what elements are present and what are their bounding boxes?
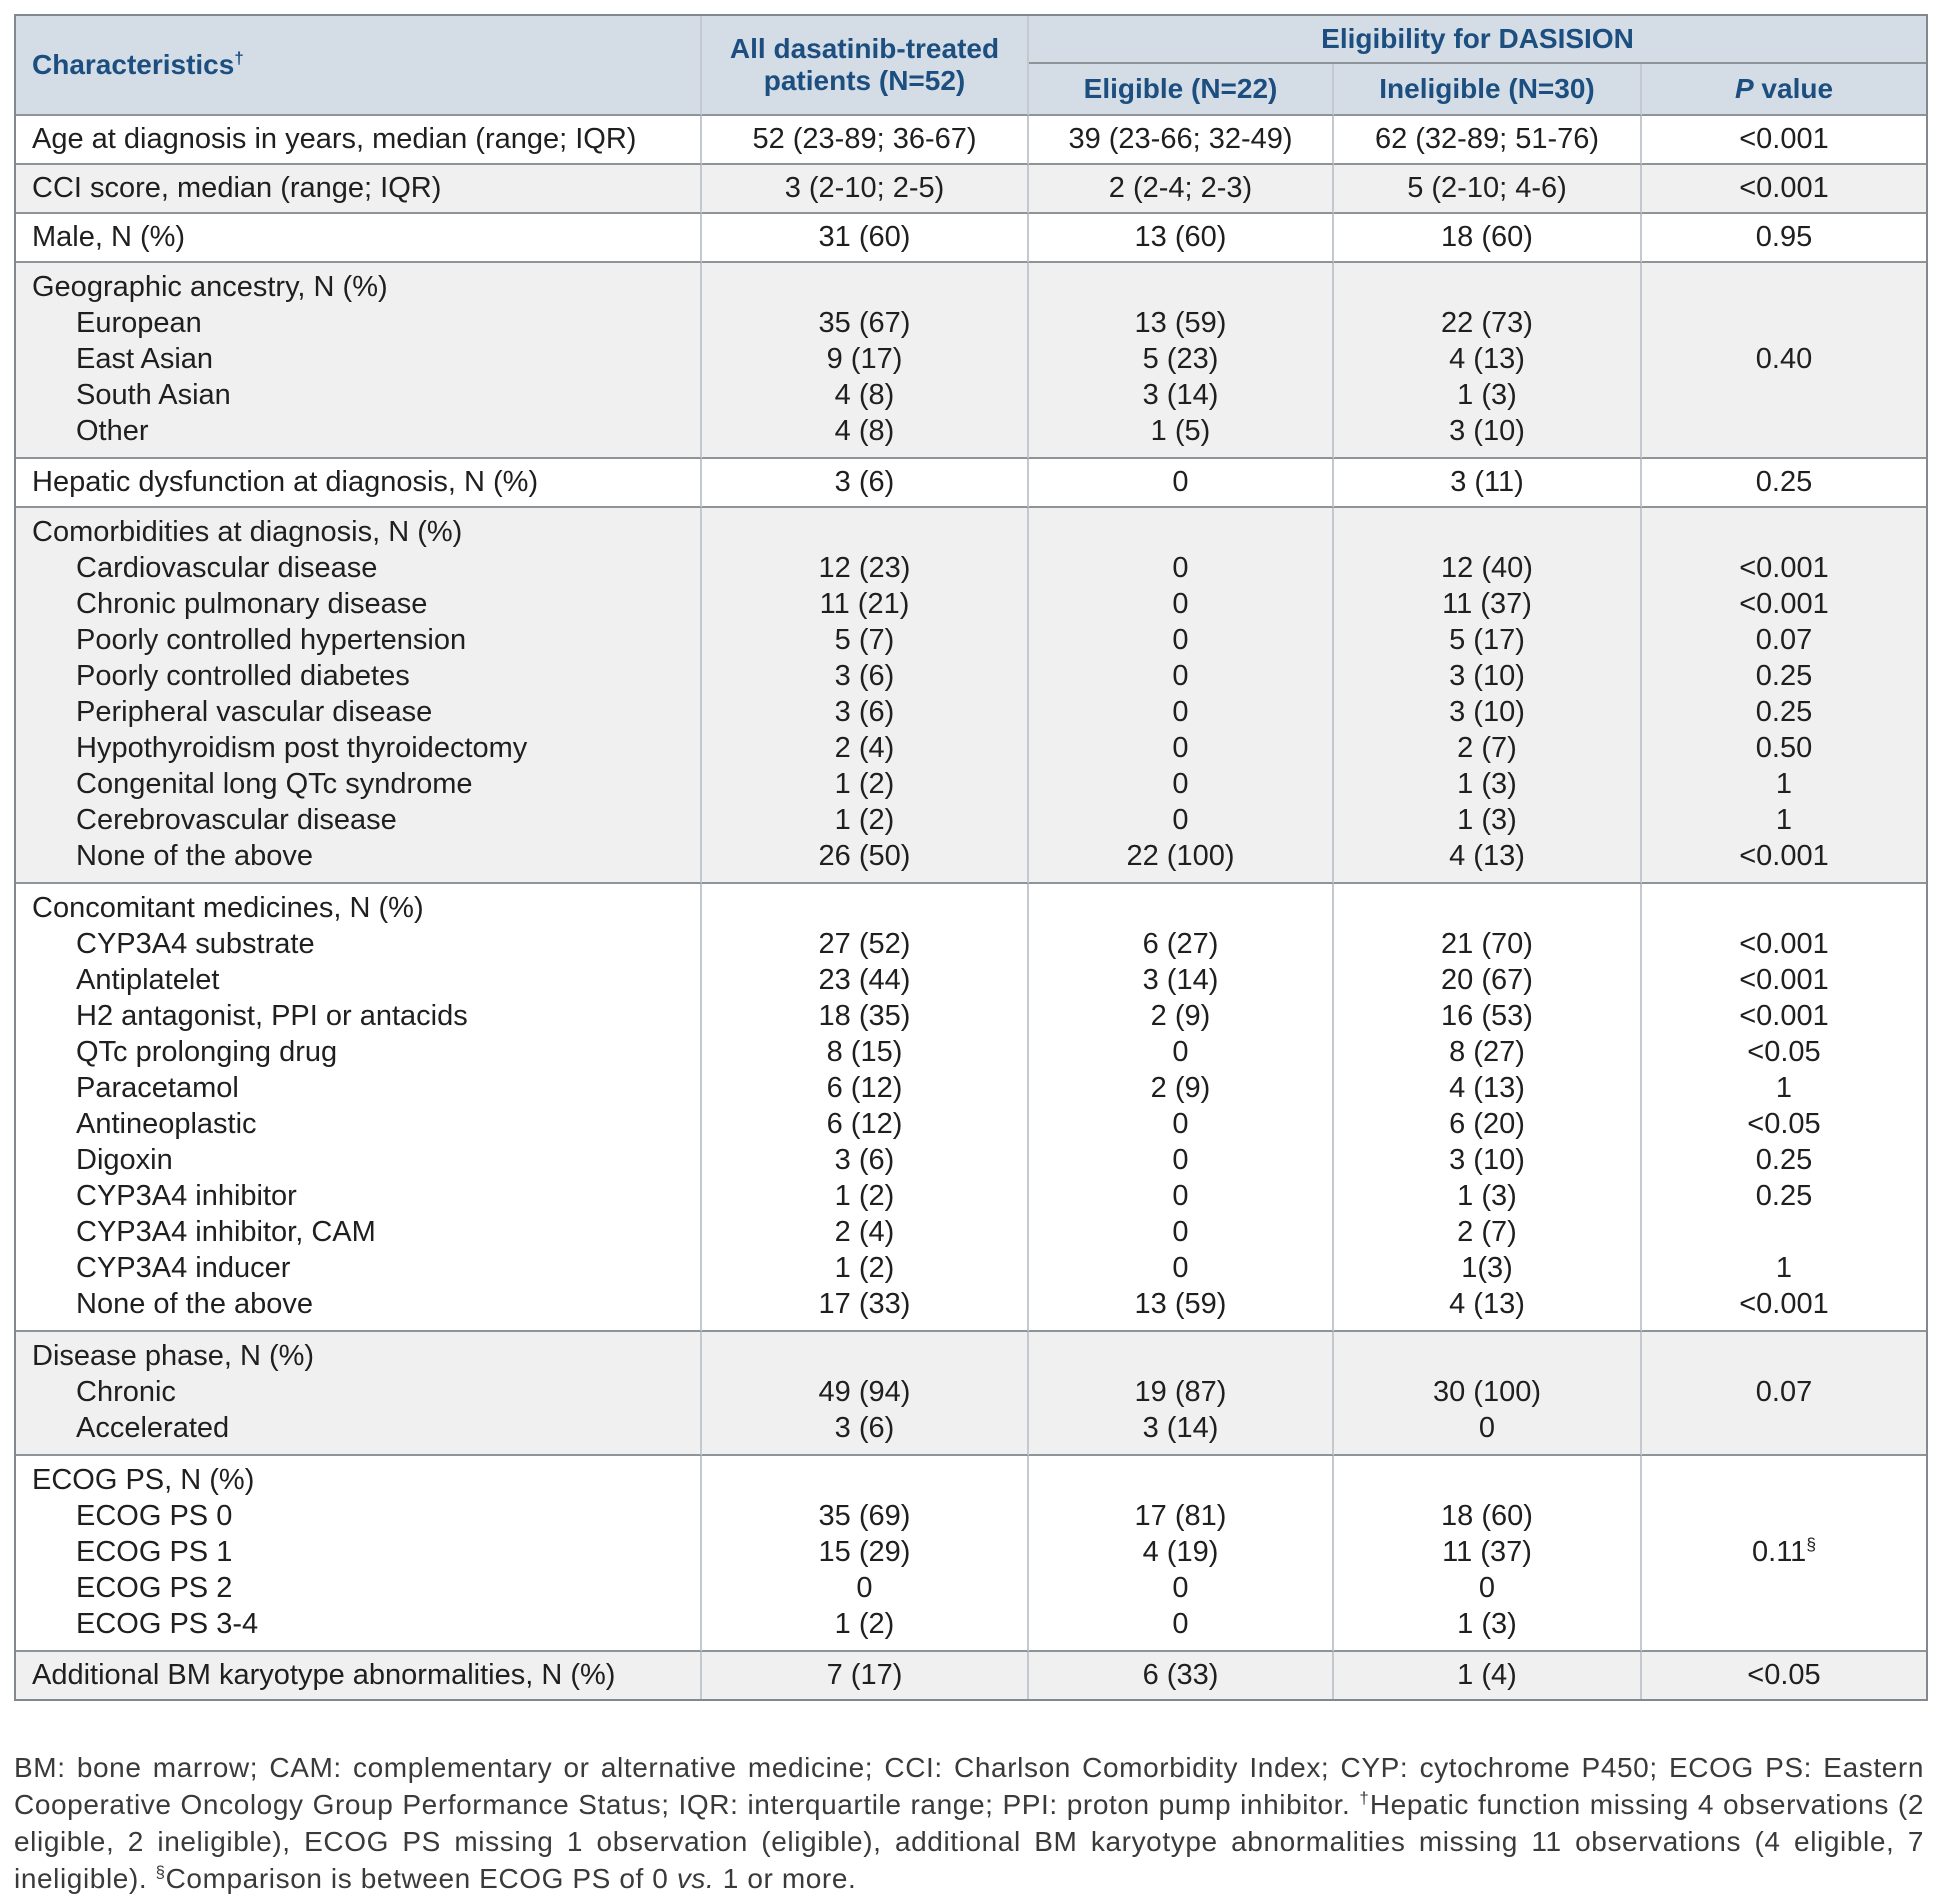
column-header-eligible: Eligible (N=22) [1029, 64, 1334, 116]
cell-line: 2 (7) [1457, 732, 1517, 764]
cell-line: 0 [1172, 624, 1189, 656]
footnote-superscript: § [155, 1862, 166, 1882]
cell-line: 3 (10) [1449, 1144, 1525, 1176]
cell-line: 1 [1775, 768, 1793, 800]
cell-line: 9 (17) [826, 343, 903, 375]
cell-line: 22 (100) [1126, 840, 1235, 872]
cell-line: European [76, 307, 202, 339]
cell-line: 1(3) [1461, 1252, 1513, 1284]
cell-line: 0.11§ [1752, 1534, 1816, 1568]
cell-line: 0 [1478, 1572, 1496, 1604]
cell-characteristic [16, 116, 702, 165]
table-row [16, 1332, 1926, 1456]
table-row [16, 459, 1926, 508]
cell-line: 1 (4) [1457, 1659, 1517, 1691]
cell-all-patients [702, 214, 1029, 263]
cell-line: CYP3A4 inhibitor, CAM [76, 1216, 376, 1248]
cell-line: 13 (59) [1134, 307, 1227, 339]
cell-line [702, 269, 1027, 305]
cell-line: 6 (20) [1449, 1108, 1525, 1140]
cell-line: 3 (6) [834, 696, 895, 728]
cell-line [1642, 1214, 1926, 1250]
cell-line: CYP3A4 inhibitor [76, 1180, 297, 1212]
cell-line [1029, 890, 1332, 926]
cell-line: 21 (70) [1441, 928, 1533, 960]
cell-line: 0.50 [1755, 732, 1813, 764]
cell-eligible [1029, 214, 1334, 263]
cell-all-patients [702, 1652, 1029, 1699]
cell-line: 3 (2-10; 2-5) [784, 172, 945, 204]
cell-line: 62 (32-89; 51-76) [1374, 123, 1600, 155]
cell-line: Accelerated [76, 1412, 230, 1444]
table-row [16, 1456, 1926, 1652]
cell-line: <0.001 [1739, 928, 1829, 960]
cell-eligible [1029, 884, 1334, 1332]
cell-line: 3 (14) [1142, 1412, 1219, 1444]
cell-line: Age at diagnosis in years, median (range; IQR) [32, 123, 637, 155]
cell-p-value [1642, 508, 1926, 884]
cell-line: 1 (3) [1457, 1608, 1517, 1640]
cell-line: 0 [1172, 466, 1189, 498]
table-row [16, 116, 1926, 165]
cell-line: 31 (60) [818, 221, 911, 253]
cell-line [1334, 1462, 1640, 1498]
cell-line: <0.001 [1739, 840, 1829, 872]
cell-line: Male, N (%) [32, 221, 186, 253]
cell-line: 13 (59) [1134, 1288, 1227, 1320]
cell-line: 49 (94) [818, 1376, 911, 1408]
cell-line: 1 (3) [1457, 804, 1517, 836]
footnote-text: Hepatic function missing 4 observations (2 eligible, 2 ineligible), ECOG PS missing 1 observation (eligible), additional BM karyotype abnormalities missing 11 observations (4 eligible, 7 ineligible). [14, 1789, 1924, 1894]
cell-line: Disease phase, N (%) [32, 1340, 315, 1372]
cell-line: Hypothyroidism post thyroidectomy [76, 732, 528, 764]
cell-line: CYP3A4 inducer [76, 1252, 291, 1284]
footnote-text: BM: bone marrow; CAM: complementary or alternative medicine; CCI: Charlson Comorbidity Index; CYP: cytochrome P450; ECOG PS: Eastern Cooperative Oncology Group Performance Status; IQR: interquartile range; PPI: proton pump inhibitor. [14, 1752, 1924, 1820]
cell-line: 2 (4) [834, 1216, 895, 1248]
cell-line: <0.05 [1747, 1108, 1821, 1140]
cell-line: 15 (29) [818, 1536, 911, 1568]
cell-line: 0 [1172, 696, 1189, 728]
cell-line: 13 (60) [1134, 221, 1227, 253]
cell-line: 3 (6) [834, 1412, 895, 1444]
cell-line: 18 (60) [1441, 221, 1533, 253]
cell-line: 2 (2-4; 2-3) [1108, 172, 1253, 204]
cell-characteristic [16, 1652, 702, 1699]
cell-all-patients [702, 884, 1029, 1332]
patient-characteristics-table [14, 14, 1928, 1701]
cell-characteristic [16, 508, 702, 884]
cell-ineligible [1334, 1652, 1642, 1699]
cell-line: 1 (2) [834, 804, 895, 836]
cell-line: 2 (4) [834, 732, 895, 764]
cell-ineligible [1334, 508, 1642, 884]
cell-line: 4 (19) [1142, 1536, 1219, 1568]
table-body [16, 116, 1926, 1699]
cell-eligible [1029, 1652, 1334, 1699]
cell-ineligible [1334, 263, 1642, 459]
cell-p-value [1642, 116, 1926, 165]
cell-line: ECOG PS 2 [76, 1572, 233, 1604]
cell-line: 11 (21) [819, 588, 910, 620]
cell-line: None of the above [76, 1288, 314, 1320]
cell-eligible [1029, 263, 1334, 459]
cell-line [1642, 890, 1926, 926]
cell-line: 20 (67) [1441, 964, 1533, 996]
cell-line: 12 (40) [1441, 552, 1533, 584]
cell-ineligible [1334, 214, 1642, 263]
cell-line: 23 (44) [818, 964, 911, 996]
cell-line: 18 (35) [818, 1000, 911, 1032]
cell-line: 0 [1172, 660, 1189, 692]
cell-all-patients [702, 165, 1029, 214]
cell-line: <0.001 [1739, 552, 1829, 584]
cell-all-patients [702, 508, 1029, 884]
cell-line: 1 (2) [834, 1180, 895, 1212]
cell-line [1334, 1338, 1640, 1374]
cell-line [1334, 269, 1640, 305]
cell-line: 0.25 [1755, 1144, 1813, 1176]
cell-eligible [1029, 1332, 1334, 1456]
cell-line: 1 (5) [1150, 415, 1211, 447]
cell-line: <0.001 [1739, 1288, 1829, 1320]
cell-line: 0.95 [1755, 221, 1813, 253]
cell-line: 4 (8) [834, 379, 895, 411]
cell-line: 0 [1478, 1412, 1496, 1444]
cell-line: 0 [1172, 1036, 1189, 1068]
cell-line: South Asian [76, 379, 231, 411]
cell-line [1334, 890, 1640, 926]
cell-line: Peripheral vascular disease [76, 696, 433, 728]
cell-line: 0 [1172, 1144, 1189, 1176]
cell-line: ECOG PS 0 [76, 1500, 233, 1532]
cell-characteristic [16, 884, 702, 1332]
table-row [16, 165, 1926, 214]
cell-line: 16 (53) [1441, 1000, 1533, 1032]
cell-line: 35 (67) [818, 307, 911, 339]
cell-p-value [1642, 165, 1926, 214]
cell-line: East Asian [76, 343, 214, 375]
cell-line: CYP3A4 substrate [76, 928, 315, 960]
cell-line: <0.001 [1739, 1000, 1829, 1032]
cell-line: 2 (9) [1150, 1072, 1211, 1104]
cell-line: <0.05 [1747, 1036, 1821, 1068]
cell-line: 1 (2) [834, 1608, 895, 1640]
cell-line: 3 (14) [1142, 379, 1219, 411]
cell-line: 0.25 [1755, 1180, 1813, 1212]
cell-line: 5 (17) [1449, 624, 1525, 656]
cell-line: CCI score, median (range; IQR) [32, 172, 442, 204]
cell-line: 18 (60) [1441, 1500, 1533, 1532]
cell-line: 11 (37) [1442, 1536, 1532, 1568]
cell-line: 1 (2) [834, 1252, 895, 1284]
cell-line: Other [76, 415, 149, 447]
cell-line: ECOG PS 3-4 [76, 1608, 259, 1640]
cell-line [702, 1462, 1027, 1498]
cell-characteristic [16, 1456, 702, 1652]
cell-line: 0 [1172, 1572, 1189, 1604]
cell-p-value [1642, 214, 1926, 263]
cell-line: 0 [1172, 1216, 1189, 1248]
cell-line: 3 (14) [1142, 964, 1219, 996]
cell-line: Antiplatelet [76, 964, 220, 996]
cell-line: Congenital long QTc syndrome [76, 768, 473, 800]
cell-line: 3 (6) [834, 1144, 895, 1176]
cell-line [1334, 514, 1640, 550]
cell-line [1642, 514, 1926, 550]
cell-line: 6 (27) [1142, 928, 1219, 960]
dagger-superscript: † [234, 48, 244, 68]
footnote-superscript: † [1359, 1788, 1370, 1808]
cell-p-value [1642, 1652, 1926, 1699]
cell-line: ECOG PS 1 [76, 1536, 233, 1568]
footnote-text: Comparison is between ECOG PS of 0 [165, 1863, 677, 1894]
cell-line: 2 (7) [1457, 1216, 1517, 1248]
cell-line: Digoxin [76, 1144, 173, 1176]
cell-p-value [1642, 1456, 1926, 1652]
cell-line: <0.001 [1739, 123, 1829, 155]
cell-line: 26 (50) [818, 840, 911, 872]
cell-line: Geographic ancestry, N (%) [32, 271, 388, 303]
cell-line: 17 (81) [1134, 1500, 1227, 1532]
cell-ineligible [1334, 116, 1642, 165]
cell-line: 11 (37) [1442, 588, 1532, 620]
cell-line [1029, 1338, 1332, 1374]
cell-eligible [1029, 116, 1334, 165]
cell-line: 5 (2-10; 4-6) [1407, 172, 1567, 204]
cell-line: 4 (13) [1449, 1288, 1525, 1320]
cell-line: 4 (8) [834, 415, 895, 447]
cell-line: 8 (15) [826, 1036, 903, 1068]
cell-line: <0.001 [1739, 964, 1829, 996]
cell-line: Additional BM karyotype abnormalities, N (%) [32, 1659, 616, 1691]
section-superscript: § [1806, 1534, 1816, 1555]
cell-characteristic [16, 165, 702, 214]
cell-line: 0 [1172, 552, 1189, 584]
cell-line: None of the above [76, 840, 314, 872]
cell-line: 0 [1172, 1180, 1189, 1212]
cell-line: 0 [1172, 732, 1189, 764]
cell-line: Poorly controlled hypertension [76, 624, 467, 656]
cell-line [702, 514, 1027, 550]
cell-line: 1 [1775, 804, 1793, 836]
cell-line: 17 (33) [818, 1288, 911, 1320]
cell-line: 6 (12) [826, 1108, 903, 1140]
cell-all-patients [702, 1332, 1029, 1456]
cell-characteristic [16, 263, 702, 459]
cell-line: 3 (10) [1449, 660, 1525, 692]
cell-line: <0.001 [1739, 172, 1829, 204]
cell-line: 0 [1172, 1252, 1189, 1284]
column-header-p-value: P value [1642, 64, 1926, 116]
cell-line: <0.05 [1747, 1659, 1821, 1691]
cell-line: Comorbidities at diagnosis, N (%) [32, 516, 463, 548]
cell-all-patients [702, 459, 1029, 508]
cell-line: Poorly controlled diabetes [76, 660, 410, 692]
cell-line: 27 (52) [818, 928, 911, 960]
cell-line: 3 (11) [1450, 466, 1524, 498]
cell-line: 39 (23-66; 32-49) [1068, 123, 1293, 155]
table-header [16, 16, 1926, 116]
cell-line: ECOG PS, N (%) [32, 1464, 255, 1496]
footnote [14, 1749, 1924, 1897]
cell-all-patients [702, 116, 1029, 165]
cell-ineligible [1334, 1332, 1642, 1456]
cell-line: 3 (10) [1449, 696, 1525, 728]
cell-ineligible [1334, 884, 1642, 1332]
cell-line: 52 (23-89; 36-67) [752, 123, 977, 155]
table-row [16, 263, 1926, 459]
cell-all-patients [702, 263, 1029, 459]
cell-line: 0.07 [1755, 624, 1813, 656]
cell-line: Antineoplastic [76, 1108, 257, 1140]
cell-line: 2 (9) [1150, 1000, 1211, 1032]
cell-eligible [1029, 508, 1334, 884]
cell-ineligible [1334, 459, 1642, 508]
cell-line: 1 [1775, 1072, 1793, 1104]
column-group-eligibility: Eligibility for DASISION [1029, 16, 1926, 64]
cell-line: 0.40 [1755, 343, 1813, 375]
table-row [16, 1652, 1926, 1699]
cell-line: H2 antagonist, PPI or antacids [76, 1000, 468, 1032]
cell-line: 5 (23) [1142, 343, 1219, 375]
cell-line: Cerebrovascular disease [76, 804, 397, 836]
cell-line: 1 (3) [1457, 768, 1517, 800]
cell-line: 5 (7) [834, 624, 895, 656]
cell-characteristic [16, 1332, 702, 1456]
cell-line [702, 890, 1027, 926]
cell-eligible [1029, 165, 1334, 214]
cell-line: 4 (13) [1449, 343, 1525, 375]
cell-line: 0 [1172, 1108, 1189, 1140]
cell-ineligible [1334, 1456, 1642, 1652]
cell-line: 22 (73) [1441, 307, 1533, 339]
cell-line: 30 (100) [1432, 1376, 1541, 1408]
cell-line: 0 [856, 1572, 873, 1604]
cell-line: Paracetamol [76, 1072, 239, 1104]
table-row [16, 884, 1926, 1332]
cell-line: 0 [1172, 588, 1189, 620]
cell-line: Hepatic dysfunction at diagnosis, N (%) [32, 466, 539, 498]
column-header-characteristics: Characteristics† [16, 16, 702, 116]
cell-line: 3 (10) [1449, 415, 1525, 447]
cell-line [1029, 269, 1332, 305]
cell-line: 3 (6) [834, 660, 895, 692]
cell-line: 8 (27) [1449, 1036, 1525, 1068]
footnote-text: 1 or more. [714, 1863, 857, 1894]
cell-line: 7 (17) [826, 1659, 903, 1691]
header-row-top [16, 16, 1926, 64]
cell-line: Chronic pulmonary disease [76, 588, 428, 620]
cell-line: 4 (13) [1449, 1072, 1525, 1104]
cell-line: 0 [1172, 768, 1189, 800]
cell-ineligible [1334, 165, 1642, 214]
cell-line: 1 (3) [1457, 1180, 1517, 1212]
cell-line: 0.25 [1755, 466, 1813, 498]
cell-line: <0.001 [1739, 588, 1829, 620]
cell-line: Cardiovascular disease [76, 552, 378, 584]
column-header-ineligible: Ineligible (N=30) [1334, 64, 1642, 116]
cell-line: 6 (12) [826, 1072, 903, 1104]
cell-p-value [1642, 263, 1926, 459]
cell-line: 19 (87) [1134, 1376, 1227, 1408]
cell-line: 4 (13) [1449, 840, 1525, 872]
cell-line: 6 (33) [1142, 1659, 1219, 1691]
footnote-text: vs. [676, 1863, 715, 1894]
cell-line: 0.07 [1755, 1376, 1813, 1408]
table-row [16, 214, 1926, 263]
cell-line: 12 (23) [818, 552, 911, 584]
cell-line: 0 [1172, 1608, 1189, 1640]
cell-line: 3 (6) [834, 466, 895, 498]
cell-characteristic [16, 459, 702, 508]
cell-line: 1 [1775, 1252, 1793, 1284]
cell-line: QTc prolonging drug [76, 1036, 338, 1068]
cell-eligible [1029, 459, 1334, 508]
cell-line: 0.25 [1755, 696, 1813, 728]
cell-p-value [1642, 1332, 1926, 1456]
cell-p-value [1642, 459, 1926, 508]
table-row [16, 508, 1926, 884]
cell-line: 1 (2) [834, 768, 895, 800]
cell-characteristic [16, 214, 702, 263]
cell-line: 0 [1172, 804, 1189, 836]
cell-line: 35 (69) [818, 1500, 911, 1532]
cell-line: Concomitant medicines, N (%) [32, 892, 424, 924]
cell-line: 1 (3) [1457, 379, 1517, 411]
column-header-all-patients: All dasatinib-treated patients (N=52) [702, 16, 1029, 116]
cell-line [1029, 514, 1332, 550]
cell-line [702, 1338, 1027, 1374]
cell-line [1029, 1462, 1332, 1498]
cell-eligible [1029, 1456, 1334, 1652]
cell-p-value [1642, 884, 1926, 1332]
cell-line: 0.25 [1755, 660, 1813, 692]
cell-all-patients [702, 1456, 1029, 1652]
cell-line: Chronic [76, 1376, 176, 1408]
